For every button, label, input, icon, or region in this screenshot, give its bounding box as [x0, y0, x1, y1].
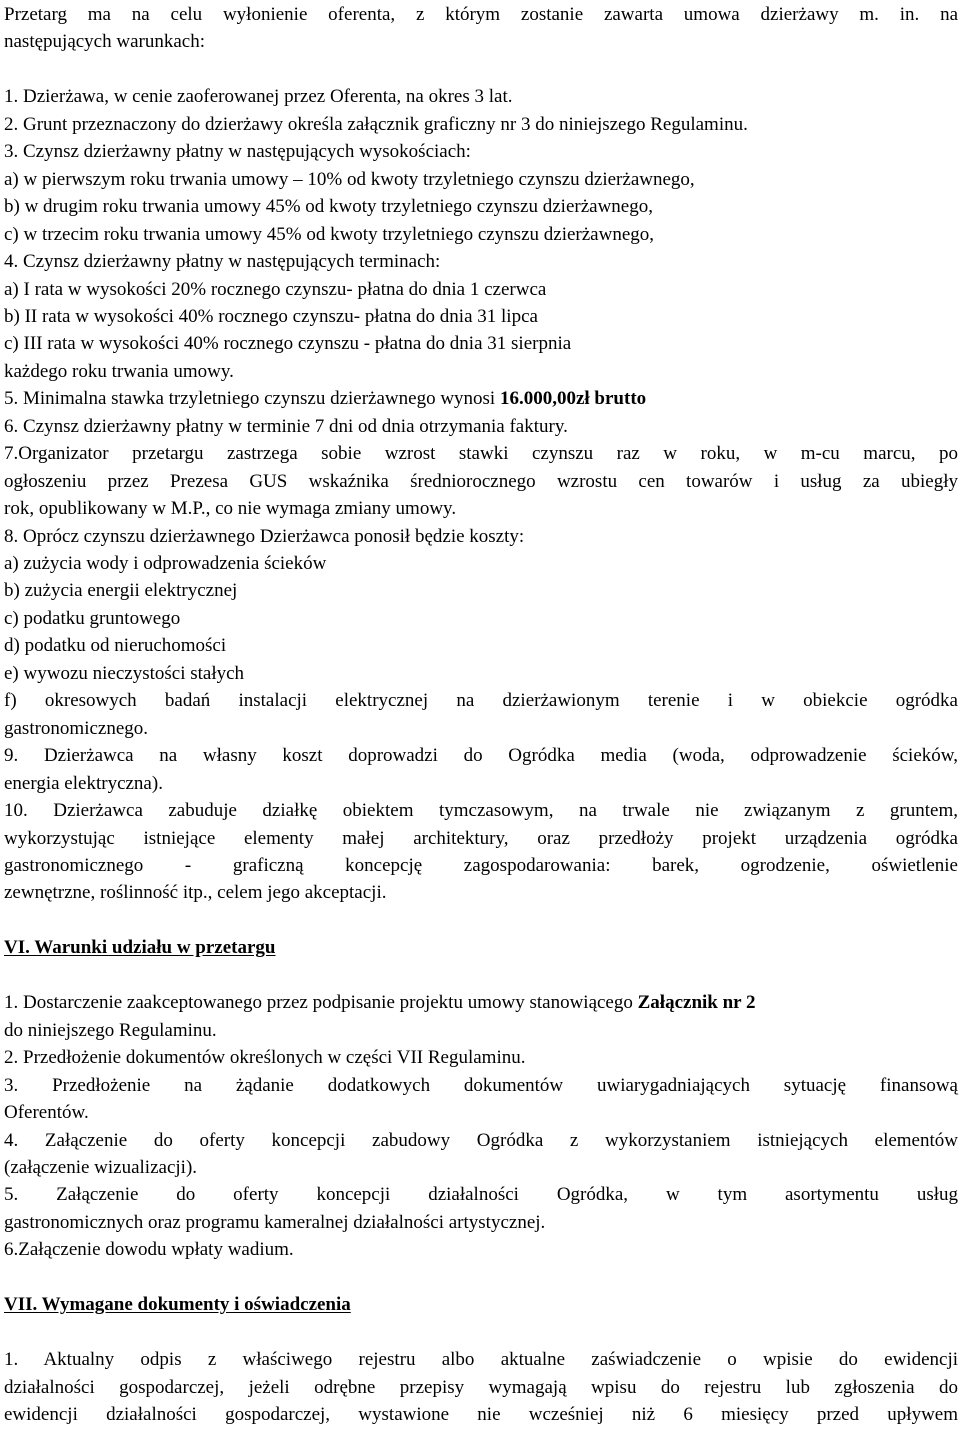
text-line: [4, 443, 958, 465]
line-text: b) II rata w wysokości 40% rocznego czynszu- płatna do dnia 31 lipca: [4, 305, 538, 327]
bold-text: Załącznik nr 2: [637, 992, 756, 1014]
line-text: 3. Przedłożenie na żądanie dodatkowych dokumentów uwiarygadniających sytuację finansową: [4, 1074, 958, 1096]
text-line: [4, 471, 958, 493]
line-text: VII. Wymagane dokumenty i oświadczenia: [4, 1294, 351, 1316]
line-text: ogłoszeniu przez Prezesa GUS wskaźnika średniorocznego wzrostu cen towarów i usług za ubiegły: [4, 470, 958, 492]
line-text: c) w trzecim roku trwania umowy 45% od kwoty trzyletniego czynszu dzierżawnego,: [4, 223, 654, 245]
blank-line: [4, 965, 958, 987]
line-text: f) okresowych badań instalacji elektrycznej na dzierżawionym terenie i w obiekcie ogródka: [4, 690, 958, 712]
text-line: [4, 1239, 958, 1261]
text-line: [4, 992, 958, 1014]
text-line: [4, 580, 958, 602]
text-line: [4, 498, 958, 520]
line-text: b) w drugim roku trwania umowy 45% od kwoty trzyletniego czynszu dzierżawnego,: [4, 196, 653, 218]
line-text: 2. Grunt przeznaczony do dzierżawy określa załącznik graficzny nr 3 do niniejszego Regulaminu.: [4, 113, 748, 135]
text-line: [4, 114, 958, 136]
line-text: b) zużycia energii elektrycznej: [4, 580, 238, 602]
text-line: [4, 800, 958, 822]
line-text: 3. Czynsz dzierżawny płatny w następujących wysokościach:: [4, 141, 471, 163]
text-line: [4, 196, 958, 218]
line-text: wykorzystując istniejące elementy małej architektury, oraz przedłoży projekt urządzenia ogródka: [4, 827, 958, 849]
text-line: [4, 141, 958, 163]
text-line: [4, 279, 958, 301]
blank-line: [4, 910, 958, 932]
line-text: gastronomicznego - graficzną koncepcję zagospodarowania: barek, ogrodzenie, oświetlenie: [4, 854, 958, 876]
text-line: [4, 31, 958, 53]
text-line: [4, 773, 958, 795]
line-text: 6. Czynsz dzierżawny płatny w terminie 7 dni od dnia otrzymania faktury.: [4, 415, 568, 437]
text-line: [4, 1404, 958, 1426]
line-text: e) wywozu nieczystości stałych: [4, 662, 245, 684]
text-line: [4, 608, 958, 630]
blank-line: [4, 1267, 958, 1289]
text-line: [4, 4, 958, 26]
line-text: (załączenie wizualizacji).: [4, 1156, 198, 1178]
line-text: d) podatku od nieruchomości: [4, 635, 227, 657]
text-line: [4, 690, 958, 712]
text-line: [4, 169, 958, 191]
line-text: a) w pierwszym roku trwania umowy – 10% od kwoty trzyletniego czynszu dzierżawnego,: [4, 168, 695, 190]
line-text: rok, opublikowany w M.P., co nie wymaga zmiany umowy.: [4, 498, 457, 520]
text-line: [4, 828, 958, 850]
text-line: [4, 663, 958, 685]
line-text: 9. Dzierżawca na własny koszt doprowadzi do Ogródka media (woda, odprowadzenie ścieków,: [4, 745, 958, 767]
text-line: [4, 1102, 958, 1124]
text-line: [4, 361, 958, 383]
text-line: [4, 1349, 958, 1371]
line-text: a) zużycia wody i odprowadzenia ścieków: [4, 553, 327, 574]
bold-text: 16.000,00zł brutto: [499, 388, 647, 410]
line-text: 5. Załączenie do oferty koncepcji działalności Ogródka, w tym asortymentu usług: [4, 1184, 958, 1206]
line-text: do niniejszego Regulaminu.: [4, 1019, 217, 1041]
line-text: a) I rata w wysokości 20% rocznego czynszu- płatna do dnia 1 czerwca: [4, 278, 547, 300]
text-line: [4, 553, 958, 575]
line-text: ewidencji działalności gospodarczej, wystawione nie wcześniej niż 6 miesięcy przed upływem: [4, 1404, 958, 1425]
text-line: [4, 855, 958, 877]
line-text: 4. Czynsz dzierżawny płatny w następujących terminach:: [4, 251, 441, 272]
text-line: [4, 224, 958, 246]
line-text: 1. Dostarczenie zaakceptowanego przez podpisanie projektu umowy stanowiącego: [4, 992, 638, 1014]
line-text: 1. Dzierżawa, w cenie zaoferowanej przez Oferenta, na okres 3 lat.: [4, 86, 513, 108]
line-text: c) podatku gruntowego: [4, 607, 181, 629]
line-text: VI. Warunki udziału w przetargu: [4, 937, 276, 959]
line-text: każdego roku trwania umowy.: [4, 360, 234, 382]
text-line: [4, 526, 958, 548]
text-line: [4, 1212, 958, 1234]
blank-line: [4, 59, 958, 81]
text-line: [4, 86, 958, 108]
line-text: Oferentów.: [4, 1102, 89, 1123]
line-text: 4. Załączenie do oferty koncepcji zabudowy Ogródka z wykorzystaniem istniejących elementów: [4, 1129, 958, 1151]
line-text: 6.Załączenie dowodu wpłaty wadium.: [4, 1239, 294, 1261]
line-text: działalności gospodarczej, jeżeli odrębne przepisy wymagają wpisu do rejestru lub zgłoszenia do: [4, 1376, 958, 1398]
text-line: [4, 1377, 958, 1399]
text-line: [4, 1184, 958, 1206]
blank-line: [4, 1322, 958, 1344]
line-text: Przetarg ma na celu wyłonienie oferenta, z którym zostanie zawarta umowa dzierżawy m. in. na: [4, 4, 958, 25]
line-text: gastronomicznego.: [4, 717, 149, 739]
line-text: 7.Organizator przetargu zastrzega sobie wzrost stawki czynszu raz w roku, w m-cu marcu, po: [4, 443, 958, 465]
text-line: [4, 1130, 958, 1152]
line-text: następujących warunkach:: [4, 31, 205, 53]
line-text: 1. Aktualny odpis z właściwego rejestru albo aktualne zaświadczenie o wpisie do ewidencji: [4, 1349, 958, 1370]
line-text: 2. Przedłożenie dokumentów określonych w części VII Regulaminu.: [4, 1047, 526, 1069]
line-text: energia elektryczna).: [4, 772, 163, 794]
text-line: [4, 306, 958, 328]
text-line: [4, 388, 958, 410]
text-line: [4, 882, 958, 904]
section-heading: [4, 1294, 958, 1316]
line-text: c) III rata w wysokości 40% rocznego czynszu - płatna do dnia 31 sierpnia: [4, 333, 572, 355]
text-line: [4, 745, 958, 767]
line-text: 10. Dzierżawca zabuduje działkę obiektem tymczasowym, na trwale nie związanym z gruntem,: [4, 800, 958, 821]
text-line: [4, 1020, 958, 1042]
text-line: [4, 718, 958, 740]
line-text: 8. Oprócz czynszu dzierżawnego Dzierżawca ponosił będzie koszty:: [4, 525, 525, 547]
text-line: [4, 1047, 958, 1069]
text-line: [4, 1075, 958, 1097]
text-line: [4, 1157, 958, 1179]
line-text: zewnętrzne, roślinność itp., celem jego akceptacji.: [4, 882, 387, 904]
section-heading: [4, 937, 958, 959]
line-text: gastronomicznych oraz programu kameralnej działalności artystycznej.: [4, 1211, 546, 1233]
line-text: 5. Minimalna stawka trzyletniego czynszu dzierżawnego wynosi: [4, 388, 500, 410]
text-line: [4, 333, 958, 355]
text-line: [4, 635, 958, 657]
text-line: [4, 416, 958, 438]
text-line: [4, 251, 958, 273]
